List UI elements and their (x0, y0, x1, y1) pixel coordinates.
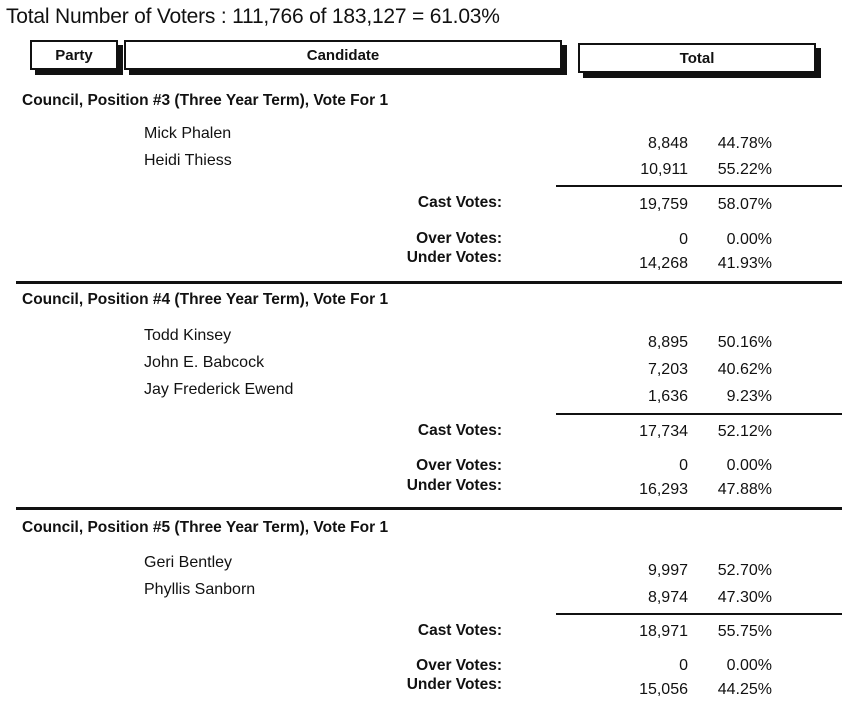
race-title: Council, Position #5 (Three Year Term), Vote For 1 (22, 519, 389, 536)
candidate-votes: 8,974 (647, 589, 688, 606)
under-votes-count: 16,293 (639, 481, 688, 498)
under-votes-label: Under Votes: (406, 477, 502, 494)
candidate-percent: 55.22% (717, 161, 772, 178)
cast-votes-count: 18,971 (639, 623, 688, 640)
cast-votes-label: Cast Votes: (417, 422, 502, 439)
candidate-name: Phyllis Sanborn (144, 581, 256, 598)
cast-votes-percent: 52.12% (717, 423, 772, 440)
candidate-name: Geri Bentley (144, 554, 233, 571)
candidate-votes: 9,997 (647, 562, 688, 579)
candidate-votes: 1,636 (647, 388, 688, 405)
under-votes-percent: 47.88% (717, 481, 772, 498)
total-column-header: Total (578, 43, 816, 73)
subtotal-divider (556, 185, 842, 187)
under-votes-percent: 44.25% (717, 681, 772, 698)
candidate-votes: 10,911 (640, 161, 688, 178)
cast-votes-percent: 58.07% (717, 196, 772, 213)
candidate-name: John E. Babcock (144, 354, 265, 371)
candidate-votes: 8,895 (647, 334, 688, 351)
candidate-votes: 7,203 (647, 361, 688, 378)
over-votes-label: Over Votes: (416, 230, 502, 247)
candidate-votes: 8,848 (647, 135, 688, 152)
candidate-percent: 52.70% (717, 562, 772, 579)
subtotal-divider (556, 413, 842, 415)
candidate-percent: 40.62% (717, 361, 772, 378)
under-votes-label: Under Votes: (406, 249, 502, 266)
cast-votes-count: 17,734 (639, 423, 688, 440)
party-column-header: Party (30, 40, 118, 70)
over-votes-percent: 0.00% (726, 457, 772, 474)
over-votes-percent: 0.00% (726, 657, 772, 674)
race-title: Council, Position #3 (Three Year Term), Vote For 1 (22, 92, 389, 109)
over-votes-percent: 0.00% (726, 231, 772, 248)
race-divider (16, 281, 842, 284)
under-votes-percent: 41.93% (717, 255, 772, 272)
over-votes-count: 0 (679, 231, 688, 248)
candidate-name: Mick Phalen (144, 125, 232, 142)
cast-votes-label: Cast Votes: (417, 194, 502, 211)
candidate-percent: 47.30% (717, 589, 772, 606)
candidate-name: Todd Kinsey (144, 327, 232, 344)
over-votes-label: Over Votes: (416, 657, 502, 674)
candidate-name: Jay Frederick Ewend (144, 381, 294, 398)
candidate-name: Heidi Thiess (144, 152, 232, 169)
under-votes-count: 15,056 (639, 681, 688, 698)
race-divider (16, 507, 842, 510)
over-votes-label: Over Votes: (416, 457, 502, 474)
candidate-column-header: Candidate (124, 40, 562, 70)
subtotal-divider (556, 613, 842, 615)
total-voters-summary: Total Number of Voters : 111,766 of 183,127 = 61.03% (6, 5, 500, 28)
candidate-percent: 44.78% (717, 135, 772, 152)
over-votes-count: 0 (679, 457, 688, 474)
cast-votes-count: 19,759 (639, 196, 688, 213)
cast-votes-percent: 55.75% (717, 623, 772, 640)
under-votes-label: Under Votes: (406, 676, 502, 693)
over-votes-count: 0 (679, 657, 688, 674)
cast-votes-label: Cast Votes: (417, 622, 502, 639)
race-title: Council, Position #4 (Three Year Term), Vote For 1 (22, 291, 389, 308)
under-votes-count: 14,268 (639, 255, 688, 272)
candidate-percent: 9.23% (726, 388, 772, 405)
candidate-percent: 50.16% (717, 334, 772, 351)
